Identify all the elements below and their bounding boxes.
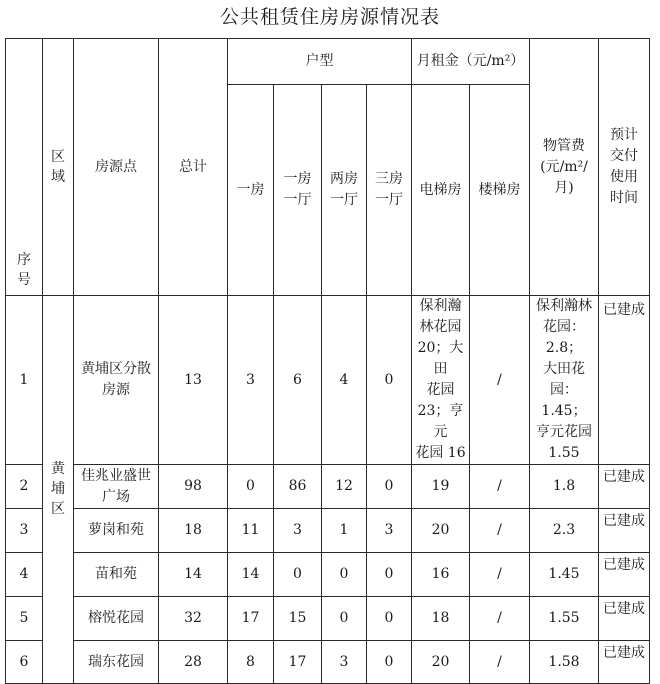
cell-delivery: 已建成 xyxy=(599,641,650,684)
cell-stair: / xyxy=(470,553,530,597)
cell-mgmt xyxy=(530,296,599,465)
header-stair: 楼梯房 xyxy=(470,85,530,296)
cell-source: 苗和苑 xyxy=(74,553,159,597)
cell-one-room: 17 xyxy=(228,597,274,641)
cell-elevator-l2: 林花园 xyxy=(419,319,462,335)
header-three-room-one-hall-l1: 三房 xyxy=(375,171,403,187)
cell-three-room-one-hall: 0 xyxy=(367,597,412,641)
header-one-room-one-hall xyxy=(274,85,322,296)
cell-delivery: 已建成 xyxy=(599,597,650,641)
table-row xyxy=(6,597,650,641)
cell-district xyxy=(43,296,74,684)
page-title: 公共租赁住房房源情况表 xyxy=(219,6,440,28)
header-seq xyxy=(6,39,43,296)
cell-seq: 3 xyxy=(6,509,43,553)
cell-elevator-l4: 花园 xyxy=(426,382,455,398)
cell-three-room-one-hall: 0 xyxy=(367,296,412,465)
header-delivery-l3: 使用 xyxy=(610,169,639,185)
header-delivery-l1: 预计 xyxy=(610,127,639,143)
cell-one-room-one-hall: 17 xyxy=(274,641,322,684)
header-two-room-one-hall-l1: 两房 xyxy=(330,171,358,187)
cell-one-room-one-hall: 0 xyxy=(274,553,322,597)
cell-mgmt-l5: 亨元花园 xyxy=(536,424,593,440)
cell-three-room-one-hall: 0 xyxy=(367,465,412,509)
cell-two-room-one-hall: 0 xyxy=(322,597,367,641)
cell-two-room-one-hall: 3 xyxy=(322,641,367,684)
table-row xyxy=(6,296,650,465)
cell-two-room-one-hall: 0 xyxy=(322,553,367,597)
cell-elevator-l5: 23；亨元 xyxy=(417,403,464,440)
cell-one-room-one-hall: 3 xyxy=(274,509,322,553)
cell-elevator-l3: 20；大田 xyxy=(417,340,464,377)
cell-delivery: 已建成 xyxy=(599,509,650,553)
header-two-room-one-hall xyxy=(322,85,367,296)
cell-total: 98 xyxy=(159,465,228,509)
header-delivery-l2: 交付 xyxy=(610,148,639,164)
cell-delivery: 已建成 xyxy=(599,553,650,597)
cell-delivery: 已建成 xyxy=(599,296,650,465)
cell-mgmt: 1.8 xyxy=(530,465,599,509)
cell-mgmt-l3: 大田花 xyxy=(543,361,586,377)
header-one-room-one-hall-l2: 一厅 xyxy=(283,192,312,208)
cell-stair: / xyxy=(470,641,530,684)
cell-three-room-one-hall: 3 xyxy=(367,509,412,553)
cell-source: 瑞东花园 xyxy=(74,641,159,684)
table-row xyxy=(6,509,650,553)
cell-source: 榕悦花园 xyxy=(74,597,159,641)
header-monthly-rent: 月租金（元/m²） xyxy=(412,39,530,85)
header-one-room: 一房 xyxy=(228,85,274,296)
cell-mgmt: 1.45 xyxy=(530,553,599,597)
cell-stair: / xyxy=(470,465,530,509)
cell-elevator: 18 xyxy=(412,597,470,641)
cell-source-l2: 广场 xyxy=(102,488,130,505)
header-unit-type: 户型 xyxy=(228,39,412,85)
table-row xyxy=(6,553,650,597)
cell-elevator xyxy=(412,296,470,465)
header-mgmt-fee-l3: 月) xyxy=(554,179,574,196)
cell-seq: 2 xyxy=(6,465,43,509)
cell-seq: 4 xyxy=(6,553,43,597)
cell-mgmt-l6: 1.55 xyxy=(548,445,580,461)
cell-three-room-one-hall: 0 xyxy=(367,641,412,684)
cell-mgmt: 1.58 xyxy=(530,641,599,684)
header-elevator: 电梯房 xyxy=(412,85,470,296)
header-mgmt-fee xyxy=(530,39,599,296)
cell-total: 28 xyxy=(159,641,228,684)
header-district xyxy=(43,39,74,296)
header-one-room-one-hall-l1: 一房 xyxy=(283,171,312,187)
cell-mgmt-l2: 花园：2.8； xyxy=(543,319,586,356)
cell-mgmt: 1.55 xyxy=(530,597,599,641)
header-delivery xyxy=(599,39,650,296)
cell-source-l1: 佳兆业盛世 xyxy=(81,467,151,484)
cell-total: 13 xyxy=(159,296,228,465)
cell-source-l1: 黄埔区分散 xyxy=(81,361,151,377)
cell-source-l2: 房源 xyxy=(102,382,130,398)
header-delivery-l4: 时间 xyxy=(610,190,639,206)
cell-seq: 1 xyxy=(6,296,43,465)
cell-one-room: 0 xyxy=(228,465,274,509)
cell-stair: / xyxy=(470,597,530,641)
header-source: 房源点 xyxy=(74,39,159,296)
header-seq-label: 序号 xyxy=(17,252,31,288)
cell-mgmt-l1: 保利瀚林 xyxy=(536,298,593,314)
cell-two-room-one-hall: 4 xyxy=(322,296,367,465)
cell-one-room-one-hall: 6 xyxy=(274,296,322,465)
cell-source xyxy=(74,465,159,509)
cell-one-room: 8 xyxy=(228,641,274,684)
cell-one-room-one-hall: 15 xyxy=(274,597,322,641)
cell-one-room: 11 xyxy=(228,509,274,553)
cell-source xyxy=(74,296,159,465)
cell-elevator-l6: 花园 16 xyxy=(415,445,466,461)
cell-mgmt-l4: 园：1.45； xyxy=(541,382,587,419)
header-total: 总计 xyxy=(159,39,228,296)
header-three-room-one-hall xyxy=(367,85,412,296)
table-row xyxy=(6,465,650,509)
cell-elevator: 20 xyxy=(412,509,470,553)
header-mgmt-fee-l2: (元/m²/ xyxy=(540,158,588,175)
cell-total: 32 xyxy=(159,597,228,641)
cell-elevator: 19 xyxy=(412,465,470,509)
cell-one-room: 3 xyxy=(228,296,274,465)
cell-three-room-one-hall: 0 xyxy=(367,553,412,597)
cell-stair: / xyxy=(470,509,530,553)
cell-total: 18 xyxy=(159,509,228,553)
cell-two-room-one-hall: 12 xyxy=(322,465,367,509)
cell-delivery: 已建成 xyxy=(599,465,650,509)
header-three-room-one-hall-l2: 一厅 xyxy=(375,192,403,208)
cell-stair: / xyxy=(470,296,530,465)
cell-elevator: 16 xyxy=(412,553,470,597)
header-district-label: 区域 xyxy=(51,148,65,185)
table-row xyxy=(6,641,650,684)
header-mgmt-fee-l1: 物管费 xyxy=(543,137,586,154)
header-two-room-one-hall-l2: 一厅 xyxy=(330,192,358,208)
cell-one-room-one-hall: 86 xyxy=(274,465,322,509)
cell-seq: 5 xyxy=(6,597,43,641)
cell-one-room: 14 xyxy=(228,553,274,597)
cell-seq: 6 xyxy=(6,641,43,684)
cell-source: 萝岗和苑 xyxy=(74,509,159,553)
cell-two-room-one-hall: 1 xyxy=(322,509,367,553)
cell-elevator: 20 xyxy=(412,641,470,684)
cell-elevator-l1: 保利瀚 xyxy=(419,298,462,314)
housing-table xyxy=(5,38,650,684)
cell-total: 14 xyxy=(159,553,228,597)
cell-district-label: 黄埔区 xyxy=(51,461,65,517)
cell-mgmt: 2.3 xyxy=(530,509,599,553)
